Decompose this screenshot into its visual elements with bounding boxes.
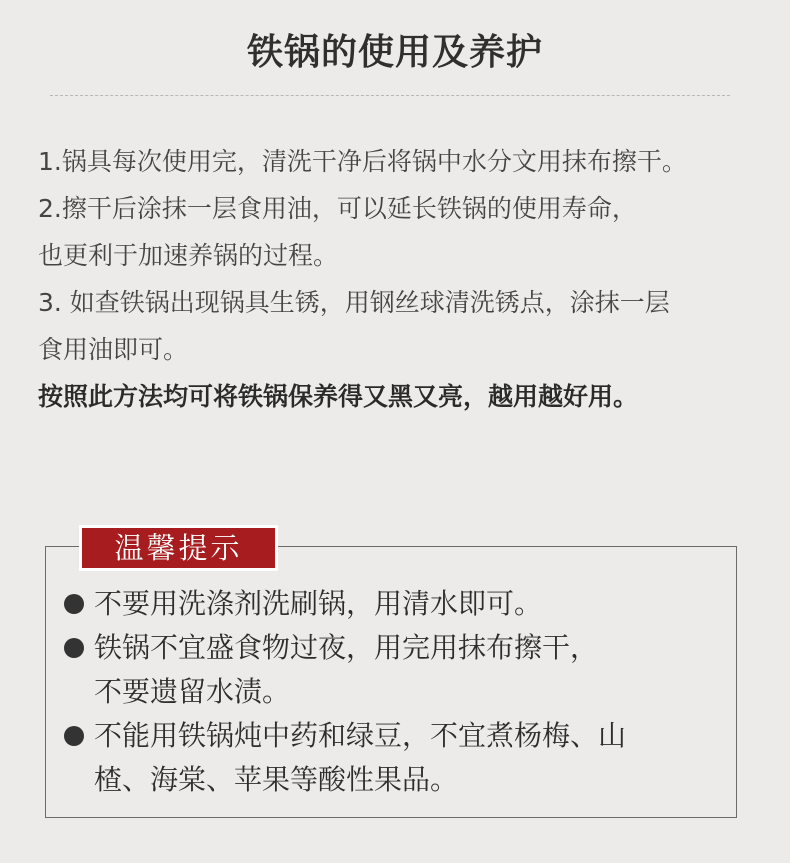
page-title: 铁锅的使用及养护 [246,32,543,73]
tip-item [62,714,742,802]
tips-heading-tag [79,525,278,571]
instruction-line: 食用油即可。 [38,335,189,364]
tip-text: 不要遗留水渍。 [94,675,291,708]
bullet-dot-icon [64,594,84,614]
bullet-dot-icon [64,638,84,658]
tip-text: 铁锅不宜盛食物过夜，用完用抹布擦干， [94,631,599,664]
instruction-line: 1.锅具每次使用完，清洗干净后将锅中水分文用抹布擦干。 [38,147,687,176]
tip-text: 不能用铁锅炖中药和绿豆，不宜煮杨梅、山 [94,719,627,752]
tip-item [62,582,742,626]
summary-line: 按照此方法均可将铁锅保养得又黑又亮，越用越好用。 [38,382,639,411]
tips-list [62,582,742,802]
instruction-line: 3. 如查铁锅出现锅具生锈，用钢丝球清洗锈点，涂抹一层 [38,288,670,317]
tip-item [62,626,742,714]
tip-text: 不要用洗涤剂洗刷锅，用清水即可。 [94,587,543,620]
instruction-line: 也更利于加速养锅的过程。 [38,241,339,270]
dashed-divider [50,95,730,96]
bullet-dot-icon [64,726,84,746]
tips-heading: 温馨提示 [82,528,275,568]
instructions-section [38,138,768,420]
instruction-line: 2.擦干后涂抹一层食用油，可以延长铁锅的使用寿命， [38,194,637,223]
tip-text: 楂、海棠、苹果等酸性果品。 [94,763,459,796]
